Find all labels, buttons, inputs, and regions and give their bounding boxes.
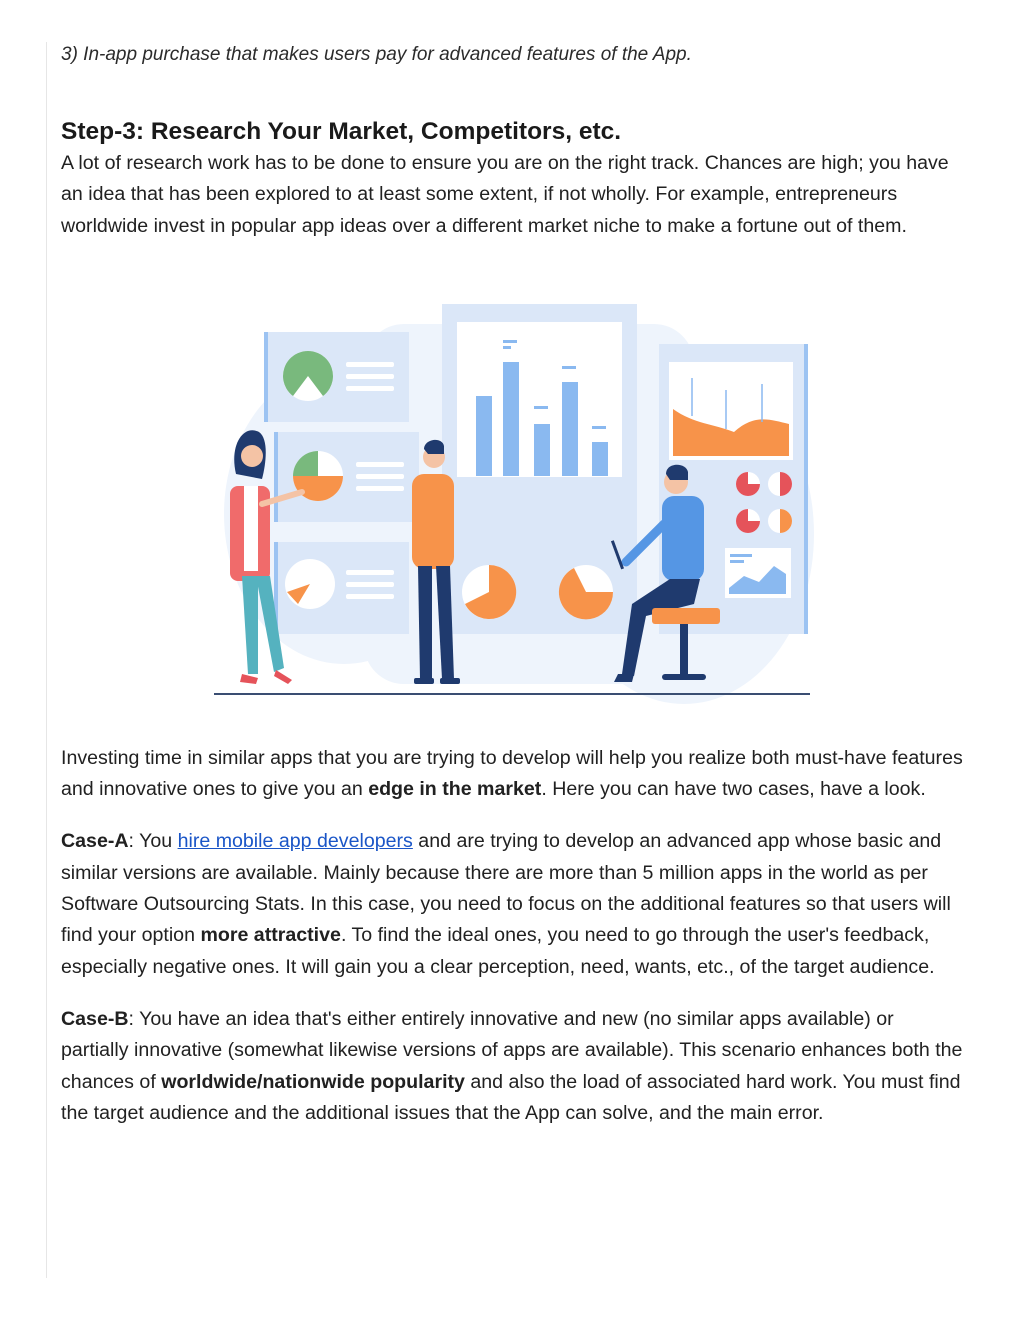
market-research-illustration (214, 304, 814, 704)
paragraph-research: A lot of research work has to be done to ensure you are on the right track. Chances are high; you have an idea that has been explored to at least some extent, if not wholly. For example, entrepreneurs worldwide invest in popular app ideas over a different market niche to make a fortune out of them. (61, 152, 949, 237)
emphasis-more-attractive: more attractive (200, 924, 341, 947)
left-border-rule (46, 42, 47, 1278)
bar-4 (562, 382, 578, 476)
panel-top-left (264, 332, 409, 422)
paragraph-case-b (61, 1004, 966, 1129)
case-a-label: Case-A (61, 830, 129, 853)
paragraph-case-a (61, 826, 966, 982)
panel-bottom-left (274, 542, 409, 634)
case-a-text-1: : You (128, 830, 178, 853)
hire-developers-link[interactable]: hire mobile app developers (177, 830, 413, 853)
emphasis-worldwide-popularity: worldwide/nationwide popularity (161, 1070, 465, 1093)
intro-line: 3) In-app purchase that makes users pay for advanced features of the App. (61, 44, 692, 65)
article-content (61, 42, 966, 1129)
bar-3 (534, 424, 550, 476)
case-b-label: Case-B (61, 1007, 129, 1030)
paragraph-investing-text-1: Investing time in similar apps that you are trying to develop will help you realize both must-have features and innovative ones to give you an (61, 746, 963, 801)
bar-5 (592, 442, 608, 476)
section-heading: Step-3: Research Your Market, Competitors, etc. (61, 118, 622, 145)
case-b-text-1: : You have an idea that's either entirely innovative and new (no similar apps available) or partially innovative (somewhat likewise versions of apps are available). This scenario enhances both the chances of (61, 1007, 963, 1093)
case-a-text-2: and are trying to develop an advanced app whose basic and similar versions are available. Mainly because there are more than 5 million apps in the world as per Software Outsourcing Stats. In this case, you need to focus on the additional features so that users will find your option (61, 830, 951, 947)
emphasis-edge-in-market: edge in the market (368, 778, 542, 801)
case-b-text-2: and also the load of associated hard work. You must find the target audience and the additional issues that the App can solve, and the main error. (61, 1070, 961, 1124)
paragraph-investing (61, 743, 966, 806)
panel-bar-chart (442, 304, 637, 634)
illustration-svg (214, 304, 814, 704)
bar-2 (503, 362, 519, 476)
case-a-text-3: . To find the ideal ones, you need to go through the user's feedback, especially negative ones. It will gain you a clear perception, need, wants, etc., of the target audience. (61, 924, 935, 978)
bar-1 (476, 396, 492, 476)
paragraph-investing-text-2: . Here you can have two cases, have a look. (541, 778, 926, 801)
panel-mid-left (274, 432, 419, 522)
